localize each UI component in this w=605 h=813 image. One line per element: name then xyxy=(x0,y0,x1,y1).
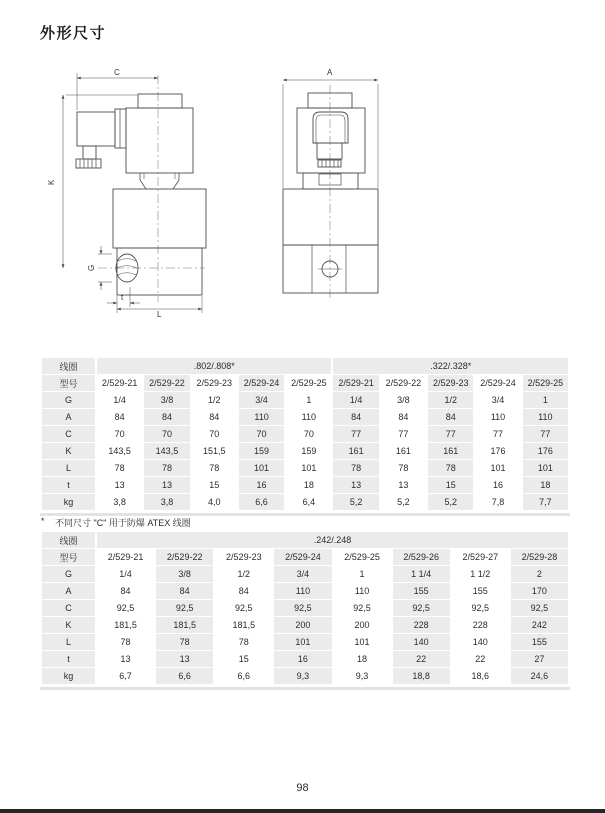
dim-cell: 4,0 xyxy=(192,494,237,511)
dim-cell: 18 xyxy=(523,477,568,494)
dim-cell: 140 xyxy=(452,634,509,651)
dim-cell: 13 xyxy=(333,477,378,494)
dim-cell: 140 xyxy=(393,634,450,651)
footnote xyxy=(41,516,191,529)
neck-right xyxy=(173,173,179,189)
dim-cell: 181,5 xyxy=(97,617,154,634)
dim-cell: 3,8 xyxy=(97,494,142,511)
dim-cell: 16 xyxy=(475,477,520,494)
dim-cell: 84 xyxy=(97,409,142,426)
dim-cell: 101 xyxy=(334,634,391,651)
dim-cell: 92,5 xyxy=(97,600,154,617)
dim-cell: 143,5 xyxy=(97,443,142,460)
row-label: t xyxy=(42,651,95,668)
dim-cell: 84 xyxy=(215,583,272,600)
dim-cell: 101 xyxy=(239,460,284,477)
dim-cell: 92,5 xyxy=(334,600,391,617)
dim-cell: 155 xyxy=(511,634,568,651)
neck-ticks xyxy=(144,173,175,179)
dimension-row-kg xyxy=(42,668,568,685)
dim-cell: 18 xyxy=(334,651,391,668)
dim-cell: 78 xyxy=(97,460,142,477)
din-connector-outer xyxy=(313,112,348,143)
dimension-row-G xyxy=(42,566,568,583)
connector-lower-piece xyxy=(83,146,96,159)
valve-body xyxy=(113,189,206,248)
dim-cell: 78 xyxy=(144,460,189,477)
dim-cell: 176 xyxy=(475,443,520,460)
dim-label-k: K xyxy=(47,179,56,185)
dim-cell: 228 xyxy=(393,617,450,634)
table-bottom-rule xyxy=(40,687,570,690)
page-number: 98 xyxy=(296,782,309,794)
dim-cell: 22 xyxy=(393,651,450,668)
dim-label-g: G xyxy=(87,264,96,271)
model-cell: 2/529-25 xyxy=(523,375,568,392)
dim-cell: 84 xyxy=(156,583,213,600)
dim-cell: 27 xyxy=(511,651,568,668)
dim-cell: 1 1/4 xyxy=(393,566,450,583)
dim-cell: 92,5 xyxy=(274,600,331,617)
footnote-text: 不同尺寸 "C" 用于防爆 ATEX 线圈 xyxy=(55,518,191,528)
dim-cell: 228 xyxy=(452,617,509,634)
dim-cell: 77 xyxy=(381,426,426,443)
row-label: L xyxy=(42,634,95,651)
dim-cell: 6,4 xyxy=(286,494,331,511)
dim-cell: 200 xyxy=(274,617,331,634)
dim-cell: 13 xyxy=(144,477,189,494)
dim-cell: 1 1/2 xyxy=(452,566,509,583)
model-label: 型号 xyxy=(42,375,95,392)
coil-group-header: .322/.328* xyxy=(333,358,568,375)
coil-label: 线圈 xyxy=(42,358,95,375)
dimensions-table-coil-802-808-322-328 xyxy=(40,358,570,516)
dim-cell: 3/8 xyxy=(144,392,189,409)
dim-cell: 3/4 xyxy=(475,392,520,409)
dim-cell: 6,6 xyxy=(156,668,213,685)
coil-header-row xyxy=(42,532,568,549)
dim-cell: 16 xyxy=(274,651,331,668)
page-title: 外形尺寸 xyxy=(40,25,107,42)
dim-cell: 176 xyxy=(523,443,568,460)
coil-group-header: .242/.248 xyxy=(97,532,568,549)
dimension-table xyxy=(40,532,570,685)
dimension-row-K xyxy=(42,617,568,634)
dim-cell: 1 xyxy=(334,566,391,583)
dim-cell: 77 xyxy=(475,426,520,443)
din-connector-inner xyxy=(316,115,345,143)
dim-cell: 6,6 xyxy=(215,668,272,685)
front-valve-body xyxy=(283,189,378,245)
dim-cell: 92,5 xyxy=(215,600,272,617)
front-coil-body xyxy=(297,108,365,173)
coil-header-row xyxy=(42,358,568,375)
dimension-table xyxy=(40,358,570,511)
dim-cell: 78 xyxy=(428,460,473,477)
dim-cell: 92,5 xyxy=(156,600,213,617)
dim-cell: 110 xyxy=(274,583,331,600)
dimension-row-A xyxy=(42,409,568,426)
model-cell: 2/529-24 xyxy=(239,375,284,392)
model-cell: 2/529-24 xyxy=(274,549,331,566)
front-gland xyxy=(318,160,341,167)
model-cell: 2/529-21 xyxy=(97,375,142,392)
dim-cell: 1/4 xyxy=(97,392,142,409)
dim-cell: 22 xyxy=(452,651,509,668)
row-label: G xyxy=(42,392,95,409)
model-header-row xyxy=(42,375,568,392)
dimensions-table-coil-242-248 xyxy=(40,532,570,690)
model-cell: 2/529-22 xyxy=(144,375,189,392)
dim-label-l: L xyxy=(157,310,162,319)
dim-cell: 170 xyxy=(511,583,568,600)
model-header-row xyxy=(42,549,568,566)
dimension-row-C xyxy=(42,600,568,617)
dim-cell: 1/2 xyxy=(215,566,272,583)
cable-connector-box xyxy=(77,112,115,146)
dim-cell: 84 xyxy=(144,409,189,426)
row-label: A xyxy=(42,583,95,600)
row-label: K xyxy=(42,443,95,460)
page-bottom-bar xyxy=(0,809,605,813)
row-label: L xyxy=(42,460,95,477)
dim-cell: 161 xyxy=(333,443,378,460)
dim-cell: 242 xyxy=(511,617,568,634)
dim-cell: 13 xyxy=(97,651,154,668)
dimension-row-L xyxy=(42,460,568,477)
dim-cell: 84 xyxy=(428,409,473,426)
dim-cell: 70 xyxy=(144,426,189,443)
dim-cell: 143,5 xyxy=(144,443,189,460)
dim-cell: 18,6 xyxy=(452,668,509,685)
dim-label-c: C xyxy=(114,68,120,77)
dim-cell: 6,7 xyxy=(97,668,154,685)
row-label: kg xyxy=(42,494,95,511)
dim-cell: 13 xyxy=(381,477,426,494)
dim-cell: 110 xyxy=(286,409,331,426)
neck-left xyxy=(140,173,146,189)
dim-cell: 7,8 xyxy=(475,494,520,511)
dim-cell: 78 xyxy=(156,634,213,651)
dim-cell: 3/4 xyxy=(239,392,284,409)
dim-cell: 70 xyxy=(286,426,331,443)
front-neck-band xyxy=(303,173,358,189)
dimension-row-kg xyxy=(42,494,568,511)
dim-cell: 110 xyxy=(475,409,520,426)
model-cell: 2/529-21 xyxy=(333,375,378,392)
dim-cell: 5,2 xyxy=(381,494,426,511)
row-label: C xyxy=(42,600,95,617)
dim-cell: 16 xyxy=(239,477,284,494)
dim-cell: 15 xyxy=(428,477,473,494)
dim-cell: 101 xyxy=(475,460,520,477)
dim-cell: 200 xyxy=(334,617,391,634)
row-label: A xyxy=(42,409,95,426)
dim-cell: 1/2 xyxy=(428,392,473,409)
dim-cell: 110 xyxy=(239,409,284,426)
dim-cell: 110 xyxy=(523,409,568,426)
model-cell: 2/529-23 xyxy=(192,375,237,392)
dim-cell: 15 xyxy=(192,477,237,494)
dim-cell: 78 xyxy=(215,634,272,651)
dim-cell: 159 xyxy=(239,443,284,460)
dimension-drawings xyxy=(0,55,605,335)
row-label: t xyxy=(42,477,95,494)
dim-cell: 3/8 xyxy=(156,566,213,583)
coil-body xyxy=(126,108,193,173)
dim-cell: 78 xyxy=(333,460,378,477)
model-cell: 2/529-22 xyxy=(156,549,213,566)
model-cell: 2/529-25 xyxy=(286,375,331,392)
dim-cell: 9,3 xyxy=(274,668,331,685)
dim-cell: 77 xyxy=(428,426,473,443)
model-cell: 2/529-26 xyxy=(393,549,450,566)
dim-cell: 84 xyxy=(333,409,378,426)
dim-cell: 155 xyxy=(452,583,509,600)
dim-cell: 181,5 xyxy=(215,617,272,634)
dim-cell: 3/8 xyxy=(381,392,426,409)
dim-cell: 101 xyxy=(286,460,331,477)
dim-cell: 159 xyxy=(286,443,331,460)
dim-cell: 84 xyxy=(97,583,154,600)
model-cell: 2/529-28 xyxy=(511,549,568,566)
model-cell: 2/529-22 xyxy=(381,375,426,392)
coil-top-cap xyxy=(138,94,182,108)
row-label: K xyxy=(42,617,95,634)
dimension-row-t xyxy=(42,477,568,494)
dim-cell: 1/4 xyxy=(97,566,154,583)
dim-cell: 92,5 xyxy=(511,600,568,617)
dim-cell: 92,5 xyxy=(393,600,450,617)
dim-cell: 110 xyxy=(334,583,391,600)
dim-cell: 155 xyxy=(393,583,450,600)
dim-cell: 78 xyxy=(381,460,426,477)
dim-cell: 101 xyxy=(523,460,568,477)
dim-cell: 70 xyxy=(239,426,284,443)
row-label: kg xyxy=(42,668,95,685)
dim-cell: 70 xyxy=(192,426,237,443)
din-connector-lower xyxy=(317,143,342,159)
coil-label: 线圈 xyxy=(42,532,95,549)
dim-label-a: A xyxy=(327,68,333,77)
dim-cell: 1 xyxy=(286,392,331,409)
dimension-row-G xyxy=(42,392,568,409)
dim-cell: 78 xyxy=(97,634,154,651)
dim-cell: 13 xyxy=(97,477,142,494)
dim-cell: 18 xyxy=(286,477,331,494)
dim-cell: 151,5 xyxy=(192,443,237,460)
footnote-marker: * xyxy=(41,516,45,526)
dim-cell: 70 xyxy=(97,426,142,443)
dim-cell: 9,3 xyxy=(334,668,391,685)
dim-cell: 13 xyxy=(156,651,213,668)
dim-cell: 1 xyxy=(523,392,568,409)
dim-cell: 3,8 xyxy=(144,494,189,511)
dimension-row-L xyxy=(42,634,568,651)
dim-cell: 77 xyxy=(333,426,378,443)
dim-cell: 18,8 xyxy=(393,668,450,685)
model-label: 型号 xyxy=(42,549,95,566)
dimension-row-C xyxy=(42,426,568,443)
dim-cell: 2 xyxy=(511,566,568,583)
model-cell: 2/529-25 xyxy=(334,549,391,566)
model-cell: 2/529-23 xyxy=(215,549,272,566)
dim-cell: 84 xyxy=(381,409,426,426)
dim-cell: 78 xyxy=(192,460,237,477)
dim-cell: 92,5 xyxy=(452,600,509,617)
model-cell: 2/529-21 xyxy=(97,549,154,566)
dim-cell: 24,6 xyxy=(511,668,568,685)
dim-cell: 6,6 xyxy=(239,494,284,511)
valve-front-view-drawing xyxy=(283,68,378,300)
front-gland-ribs xyxy=(322,160,338,167)
dim-cell: 5,2 xyxy=(333,494,378,511)
dim-cell: 161 xyxy=(381,443,426,460)
model-cell: 2/529-27 xyxy=(452,549,509,566)
dim-cell: 1/2 xyxy=(192,392,237,409)
dimension-row-K xyxy=(42,443,568,460)
row-label: C xyxy=(42,426,95,443)
model-cell: 2/529-24 xyxy=(475,375,520,392)
dim-cell: 15 xyxy=(215,651,272,668)
dim-cell: 77 xyxy=(523,426,568,443)
port-threads xyxy=(117,259,137,275)
dim-cell: 7,7 xyxy=(523,494,568,511)
dim-cell: 101 xyxy=(274,634,331,651)
model-cell: 2/529-23 xyxy=(428,375,473,392)
dimension-row-A xyxy=(42,583,568,600)
connector-plate xyxy=(115,109,126,148)
dim-cell: 1/4 xyxy=(333,392,378,409)
dimension-row-t xyxy=(42,651,568,668)
row-label: G xyxy=(42,566,95,583)
dim-cell: 3/4 xyxy=(274,566,331,583)
cable-gland-ribs xyxy=(80,159,96,168)
dim-label-t: t xyxy=(121,293,124,302)
dim-cell: 181,5 xyxy=(156,617,213,634)
coil-group-header: .802/.808* xyxy=(97,358,331,375)
dim-cell: 84 xyxy=(192,409,237,426)
dim-cell: 5,2 xyxy=(428,494,473,511)
valve-side-view-drawing xyxy=(47,68,206,319)
dim-cell: 161 xyxy=(428,443,473,460)
